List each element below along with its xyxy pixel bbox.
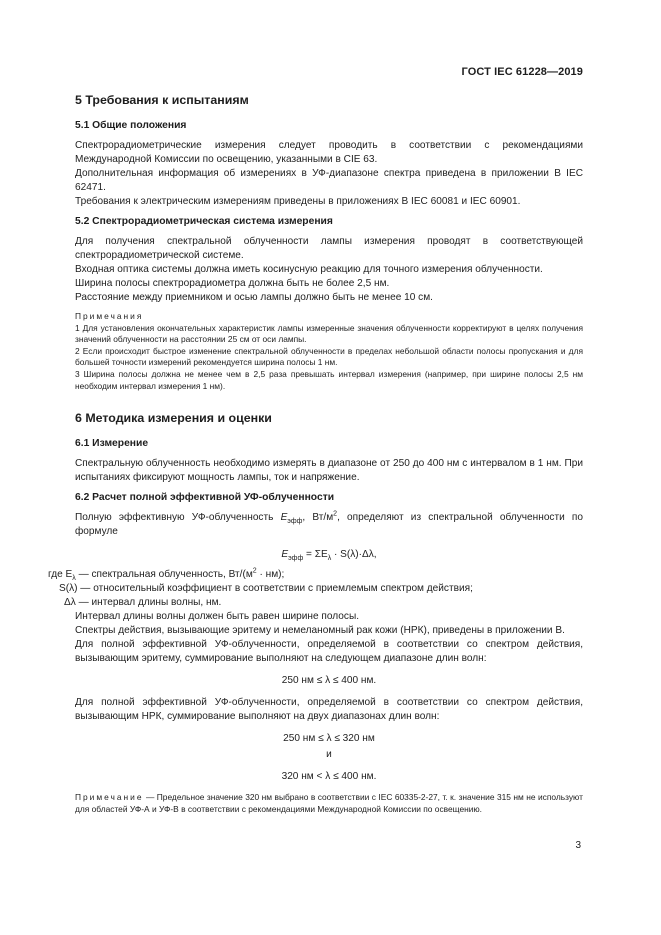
subscript: эфф <box>288 555 304 563</box>
superscript: 2 <box>333 510 338 518</box>
subscript: λ <box>327 555 332 563</box>
text-fragment: , определяют из спектральной облученности по формуле <box>75 512 584 538</box>
page-number: 3 <box>575 840 581 851</box>
wavelength-range: 320 нм < λ ≤ 400 нм. <box>281 771 377 783</box>
definition-item: S(λ) — относительный коэффициент в соответствии с приемлемым спектром действия; <box>59 583 473 595</box>
text-fragment: = ΣE <box>303 549 328 561</box>
text-fragment: Полную эффективную УФ-облученность <box>75 512 281 524</box>
main-content <box>48 92 584 815</box>
text-fragment: · S(λ)·Δλ, <box>331 549 377 561</box>
wavelength-range: 250 нм ≤ λ ≤ 320 нм <box>283 733 375 745</box>
paragraph: Интервал длины волны должен быть равен ширине полосы. <box>75 611 360 623</box>
note-label: Примечание <box>75 792 144 803</box>
subscript: λ <box>72 575 76 583</box>
definition-item <box>48 568 583 582</box>
variable: E <box>280 512 288 524</box>
section-6-2-title: 6.2 Расчет полной эффективной УФ-облученности <box>75 492 335 504</box>
paragraph: Спектры действия, вызывающие эритему и немеланомный рак кожи (НРК), приведены в приложении В. <box>75 625 565 637</box>
variable: E <box>281 549 289 561</box>
subscript: эфф <box>287 518 303 526</box>
paragraph: Для получения спектральной облученности лампы измерения проводят в соответствующей спектрорадиометрической системе. <box>75 236 583 261</box>
section-5-2-title: 5.2 Спектрорадиометрическая система измерения <box>75 216 333 227</box>
wavelength-range: 250 нм ≤ λ ≤ 400 нм. <box>281 675 377 687</box>
section-5-title: 5 Требования к испытаниям <box>75 93 249 107</box>
paragraph: Расстояние между приемником и осью лампы должно быть не менее 10 см. <box>75 292 433 303</box>
definition-item: Δλ — интервал длины волны, нм. <box>64 597 222 609</box>
paragraph: Дополнительная информация об измерениях в УФ-диапазоне спектра приведена в приложении В IEC 62471. <box>75 168 583 193</box>
text-fragment: где E <box>48 569 73 581</box>
formula <box>75 548 583 562</box>
paragraph: Входная оптика системы должна иметь косинусную реакцию для точного измерения облученности. <box>75 264 543 275</box>
formula-intro <box>75 511 583 539</box>
notes-title: Примечания <box>75 311 144 321</box>
note-text: — Предельное значение 320 нм выбрано в соответствии с IEC 60335-2-27, т. к. значение 315 нм не используют для областей УФ-А и УФ-В в соответствии с рекомендациями Международной Комиссии по освещению. <box>75 792 583 814</box>
section-6-title: 6 Методика измерения и оценки <box>75 411 272 426</box>
section-6-1-title: 6.1 Измерение <box>75 438 149 450</box>
note-item: 2 Если происходит быстрое изменение спектральной облученности в пределах небольшой области полосы пропускания и для большей точности измерений рекомендуется ширина полосы 1 нм. <box>75 345 583 368</box>
paragraph: Для полной эффективной УФ-облученности, определяемой в соответствии со спектром действия, вызывающим НРК, суммирование выполняют на двух диапазонах длин волн: <box>75 697 583 723</box>
section-5-1-title: 5.1 Общие положения <box>75 120 187 131</box>
note-item: 3 Ширина полосы должна не менее чем в 2,5 раза превышать интервал измерения (например, при ширине полосы 2,5 нм необходим интервал измерения 1 нм). <box>75 368 583 391</box>
range-conjunction: и <box>326 749 332 761</box>
paragraph: Спектрорадиометрические измерения следует проводить в соответствии с рекомендациями Международной Комиссии по освещению, указанными в CIE 63. <box>75 140 583 165</box>
paragraph: Требования к электрическим измерениям приведены в приложениях В IEC 60081 и IEC 60901. <box>75 196 521 207</box>
final-note <box>75 792 583 815</box>
text-fragment: · нм); <box>256 569 285 581</box>
superscript: 2 <box>252 567 257 575</box>
text-fragment: , Вт/м <box>302 512 334 524</box>
text-fragment: — спектральная облученность, Вт/(м <box>75 569 253 581</box>
paragraph: Для полной эффективной УФ-облученности, определяемой в соответствии со спектром действия, вызывающим эритему, суммирование выполняют на следующем диапазоне длин волн: <box>75 639 583 665</box>
note-item: 1 Для установления окончательных характеристик лампы измеренные значения облученности корректируют в целях получения значений облученности на расстоянии 25 см от оси лампы. <box>75 322 583 345</box>
paragraph: Спектральную облученность необходимо измерять в диапазоне от 250 до 400 нм с интервалом в 1 нм. При испытаниях фиксируют мощность лампы, ток и напряжение. <box>75 458 583 484</box>
paragraph: Ширина полосы спектрорадиометра должна быть не более 2,5 нм. <box>75 278 390 289</box>
document-header: ГОСТ IEC 61228—2019 <box>461 66 583 78</box>
notes-block <box>75 311 583 392</box>
